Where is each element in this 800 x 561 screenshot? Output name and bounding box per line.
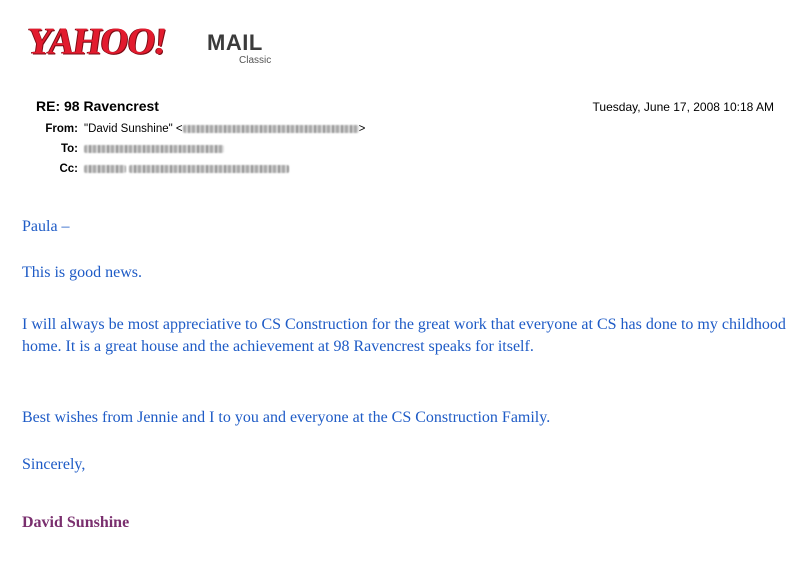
to-row [0,143,224,155]
closing: Sincerely, [22,456,86,473]
to-label: To: [60,143,78,155]
from-name: "David Sunshine" < [84,123,183,135]
paragraph-good-news: This is good news. [22,264,142,281]
greeting: Paula – [22,218,70,235]
mail-wordmark: MAIL [207,30,263,55]
from-close: > [358,123,366,135]
email-date: Tuesday, June 17, 2008 10:18 AM [592,100,774,114]
redacted-cc-address [129,165,289,173]
classic-label: Classic [239,55,272,66]
cc-row [0,163,289,175]
signature: David Sunshine [22,514,130,531]
from-label: From: [45,123,78,135]
redacted-from-address [183,125,359,133]
paragraph-appreciation: I will always be most appreciative to CS Construction for the great work that everyone at CS has done to my childhood home. It is a great house and the achievement at 98 Ravencrest speaks for itself. [22,316,786,355]
cc-label: Cc: [59,163,78,175]
redacted-cc-name [84,165,126,173]
email-subject: RE: 98 Ravencrest [36,98,159,114]
yahoo-wordmark: YAHOO! [24,20,169,62]
paragraph-best-wishes: Best wishes from Jennie and I to you and everyone at the CS Construction Family. [22,409,551,426]
from-row [0,123,365,135]
redacted-to-address [84,145,224,153]
